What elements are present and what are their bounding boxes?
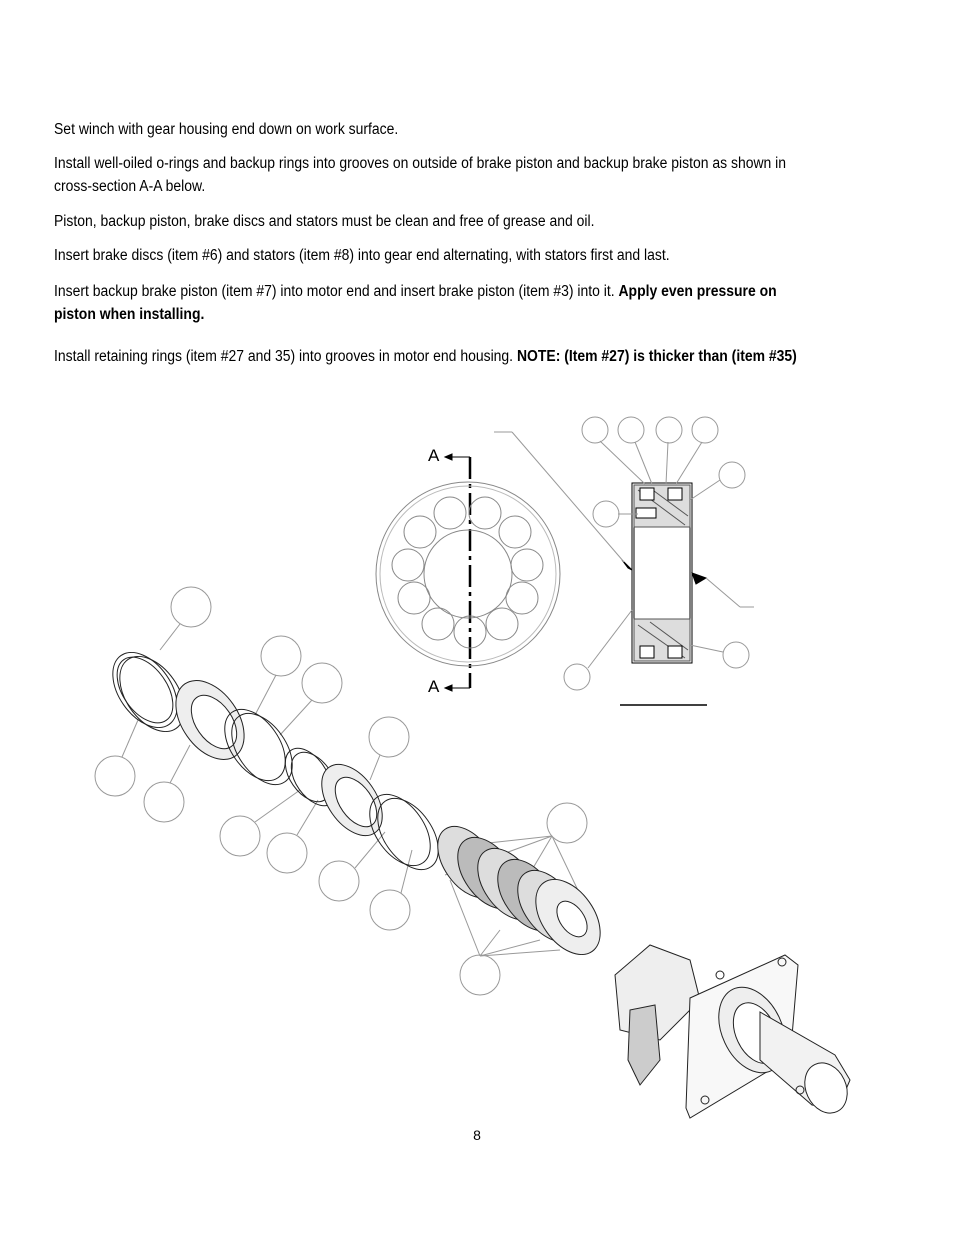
instruction-step-2: Install well-oiled o-rings and backup rings into grooves on outside of brake piston and backup brake piston as shown in cross-section A-A below. — [54, 155, 787, 195]
section-label-top: A — [428, 446, 440, 465]
instruction-step-5 — [54, 280, 810, 326]
step-5-emphasis: Apply even pressure on piston when installing. — [54, 283, 777, 323]
brake-disc-stack — [425, 815, 613, 966]
page-number: 8 — [473, 1127, 481, 1143]
instruction-step-4: Insert brake discs (item #6) and stators (item #8) into gear end alternating, with stators first and last. — [54, 247, 670, 264]
cross-section — [622, 483, 706, 663]
exploded-brake-diagram — [0, 400, 954, 1120]
instruction-step-3: Piston, backup piston, brake discs and stators must be clean and free of grease and oil. — [54, 213, 595, 230]
motor-end-housing — [615, 945, 855, 1120]
section-label-bottom: A — [428, 677, 440, 696]
instruction-step-1: Set winch with gear housing end down on work surface. — [54, 121, 399, 138]
instruction-step-6 — [54, 342, 810, 371]
section-view-a-a — [376, 417, 754, 705]
piston-bores — [392, 497, 543, 648]
step-6-note: NOTE: (Item #27) is thicker than (item #35) — [516, 348, 797, 365]
step-5-text: Insert backup brake piston (item #7) into motor end and insert brake piston (item #3) into it. — [54, 283, 619, 300]
section-callout-balloons — [494, 417, 754, 690]
step-6-text: Install retaining rings (item #27 and 35) into grooves in motor end housing. — [54, 348, 517, 365]
